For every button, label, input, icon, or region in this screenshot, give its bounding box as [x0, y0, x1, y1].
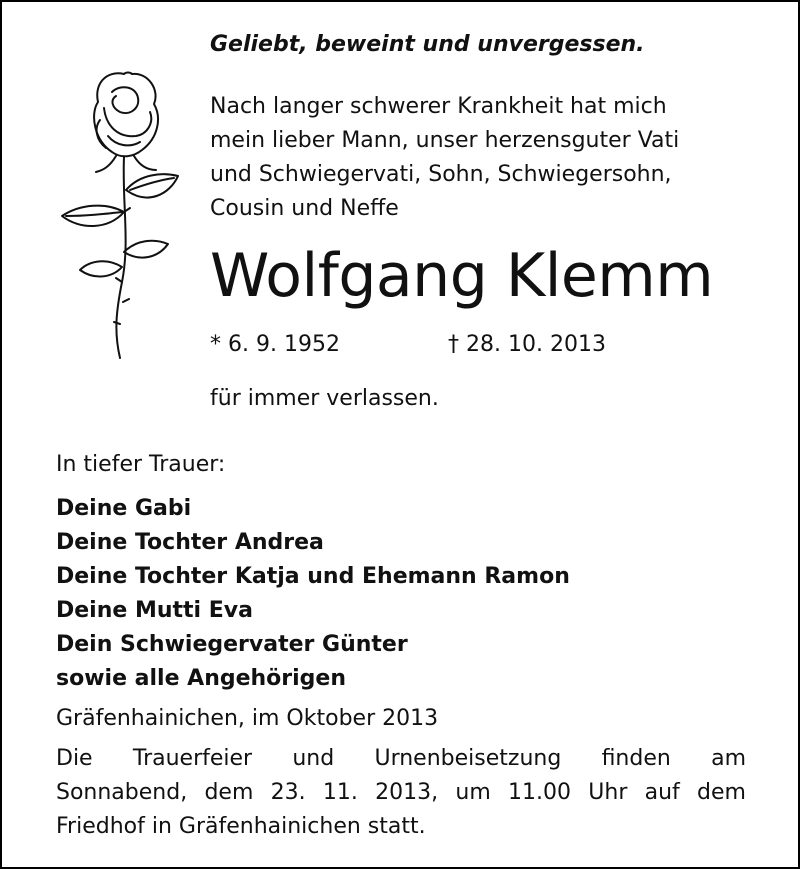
- intro-line: mein lieber Mann, unser herzensguter Vati: [210, 128, 680, 153]
- funeral-line: Friedhof in Gräfenhainichen statt.: [56, 814, 426, 839]
- funeral-line: Die Trauerfeier und Urnenbeisetzung finden am: [56, 746, 746, 771]
- mourner-item: Deine Tochter Andrea: [56, 530, 324, 555]
- funeral-info: [56, 742, 746, 844]
- place-date: Gräfenhainichen, im Oktober 2013: [56, 706, 439, 731]
- intro-line: Cousin und Neffe: [210, 196, 399, 221]
- intro-line: Nach langer schwerer Krankheit hat mich: [210, 94, 667, 119]
- death-date: † 28. 10. 2013: [448, 332, 606, 357]
- mourner-item: Deine Mutti Eva: [56, 598, 253, 623]
- mourning-heading: In tiefer Trauer:: [56, 452, 226, 477]
- passing-text: für immer verlassen.: [210, 386, 439, 411]
- birth-date: * 6. 9. 1952: [210, 332, 340, 357]
- deceased-name: Wolfgang Klemm: [210, 241, 714, 311]
- mourner-item: sowie alle Angehörigen: [56, 666, 347, 691]
- mourners-list: [56, 492, 570, 696]
- mourner-item: Dein Schwiegervater Günter: [56, 632, 408, 657]
- intro-line: und Schwiegervati, Sohn, Schwiegersohn,: [210, 162, 672, 187]
- mourner-item: Deine Gabi: [56, 496, 192, 521]
- mourner-item: Deine Tochter Katja und Ehemann Ramon: [56, 564, 570, 589]
- motto-line: Geliebt, beweint und unvergessen.: [210, 32, 645, 57]
- intro-text: [210, 90, 679, 226]
- rose-icon: [50, 62, 190, 362]
- funeral-line: Sonnabend, dem 23. 11. 2013, um 11.00 Uhr auf dem: [56, 780, 746, 805]
